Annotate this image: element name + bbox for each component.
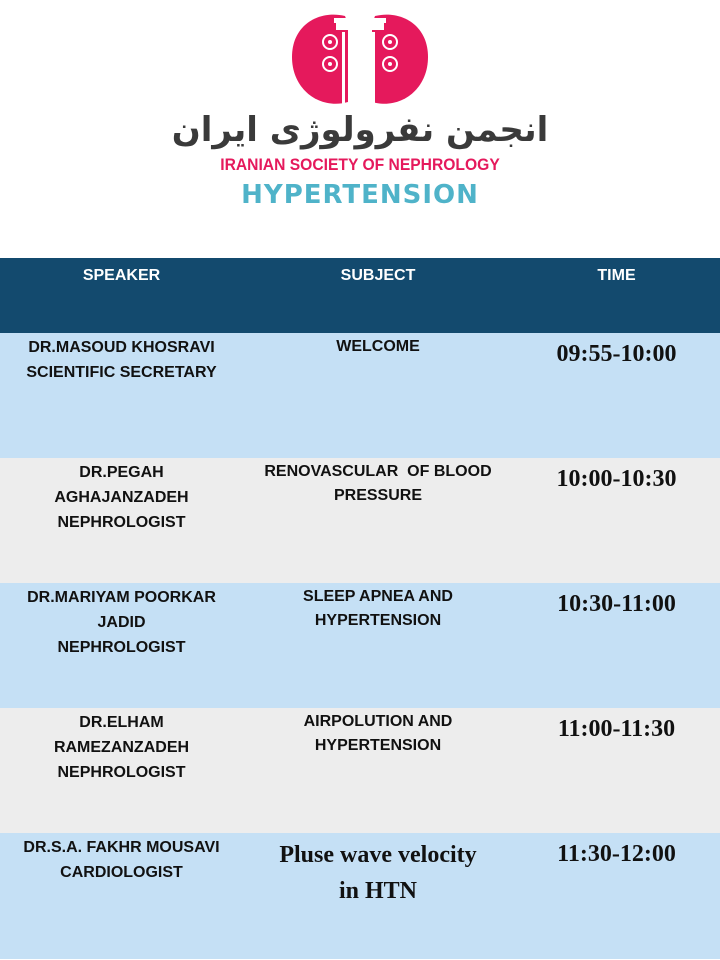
speaker-cell	[0, 583, 243, 708]
speaker-line: DR.ELHAM	[79, 714, 164, 731]
speaker-line: AGHAJANZADEH	[54, 489, 189, 506]
subject-line: SLEEP APNEA AND	[303, 588, 453, 605]
column-header-subject: SUBJECT	[340, 267, 416, 284]
table-row	[0, 458, 720, 583]
subject-line: PRESSURE	[333, 487, 423, 504]
time-cell: 11:00-11:30	[557, 716, 676, 742]
subject-line: HYPERTENSION	[314, 737, 442, 754]
subject-cell	[243, 583, 513, 708]
event-topic-title: HYPERTENSION	[241, 180, 479, 210]
subject-cell	[243, 708, 513, 833]
speaker-line: NEPHROLOGIST	[57, 514, 186, 531]
speaker-line: DR.S.A. FAKHR MOUSAVI	[23, 839, 220, 856]
schedule-table	[0, 258, 720, 959]
table-row	[0, 583, 720, 708]
speaker-cell	[0, 833, 243, 959]
header	[0, 0, 720, 258]
subject-line: Pluse wave velocity	[279, 842, 477, 868]
time-cell: 10:30-11:00	[557, 591, 676, 617]
time-cell: 09:55-10:00	[556, 341, 677, 367]
table-row	[0, 833, 720, 959]
table-header-row	[0, 258, 720, 333]
speaker-line: DR.PEGAH	[79, 464, 164, 481]
speaker-line: RAMEZANZADEH	[53, 739, 190, 756]
column-header-time: TIME	[597, 267, 636, 284]
subject-line: in HTN	[338, 878, 418, 904]
society-name-persian: انجمن نفرولوژی ایران	[171, 110, 549, 150]
speaker-cell	[0, 333, 243, 458]
subject-line: RENOVASCULAR OF BLOOD	[264, 463, 492, 480]
subject-cell	[243, 458, 513, 583]
speaker-cell	[0, 708, 243, 833]
subject-line: HYPERTENSION	[314, 612, 442, 629]
speaker-line: JADID	[97, 614, 146, 631]
speaker-line: NEPHROLOGIST	[57, 639, 186, 656]
kidney-column-logo-icon	[290, 12, 430, 107]
table-row	[0, 708, 720, 833]
table-row	[0, 333, 720, 458]
speaker-line: DR.MARIYAM POORKAR	[27, 589, 216, 606]
subject-cell	[243, 333, 513, 458]
time-cell: 10:00-10:30	[556, 466, 677, 492]
speaker-cell	[0, 458, 243, 583]
speaker-line: DR.MASOUD KHOSRAVI	[28, 339, 215, 356]
speaker-line: CARDIOLOGIST	[60, 864, 183, 881]
subject-line: AIRPOLUTION AND	[303, 713, 453, 730]
speaker-line: NEPHROLOGIST	[57, 764, 186, 781]
speaker-line: SCIENTIFIC SECRETARY	[26, 364, 217, 381]
subject-cell	[243, 833, 513, 959]
society-name-english: IRANIAN SOCIETY OF NEPHROLOGY	[220, 155, 500, 174]
column-header-speaker: SPEAKER	[82, 267, 161, 284]
subject-line: WELCOME	[336, 338, 420, 355]
time-cell: 11:30-12:00	[557, 841, 676, 867]
